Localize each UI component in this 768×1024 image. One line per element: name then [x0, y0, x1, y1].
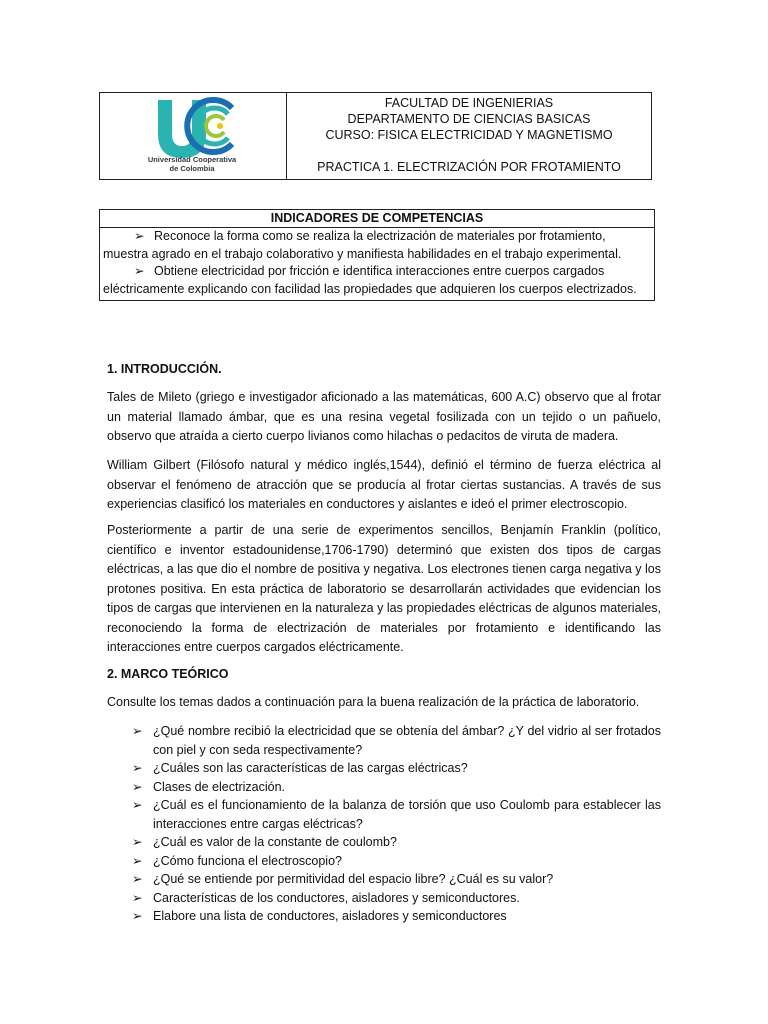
logo-caption	[142, 155, 242, 173]
arrow-bullet-icon: ➢	[132, 835, 143, 849]
competencies-table	[99, 209, 655, 301]
list-item-text: Características de los conductores, aisladores y semiconductores.	[153, 890, 520, 905]
list-item-text: ¿Cuáles son las características de las cargas eléctricas?	[153, 761, 468, 775]
arrow-bullet-icon: ➢	[134, 264, 145, 278]
paragraph: Posteriormente a partir de una serie de experimentos sencillos, Benjamín Franklin (político, científico e inventor estadounidense,1706-1790) determinó que existen dos tipos de cargas eléctricas, a las que dio el nombre de positiva y negativa. Los electrones tienen carga negativa y los protones positiva. En esta práctica de laboratorio se desarrollarán actividades que evidencian los tipos de cargas que intervienen en la naturaleza y las propiedades eléctricas de algunos materiales, reconociendo la forma de electrización de materiales por frotamiento e identificando las interacciones entre cuerpos cargados eléctricamente.	[107, 523, 661, 654]
arrow-bullet-icon: ➢	[132, 890, 143, 905]
theory-list-container	[110, 722, 661, 926]
introduction-section	[107, 360, 661, 378]
arrow-bullet-icon: ➢	[132, 872, 143, 886]
list-item	[110, 852, 661, 871]
competencies-title: INDICADORES DE COMPETENCIAS	[100, 210, 654, 228]
list-item	[110, 722, 661, 759]
list-item	[110, 796, 661, 833]
list-item-text: ¿Cuál es valor de la constante de coulomb?	[153, 835, 397, 849]
arrow-bullet-icon: ➢	[132, 779, 143, 794]
arrow-bullet-icon: ➢	[132, 853, 143, 868]
list-item-text: Clases de electrización.	[153, 779, 286, 794]
arrow-bullet-icon: ➢	[132, 798, 143, 812]
department-title: DEPARTAMENTO DE CIENCIAS BASICAS	[347, 112, 591, 126]
paragraph: Tales de Mileto (griego e investigador aficionado a las matemáticas, 600 A.C) observo que al frotar un material llamado ámbar, que es una resina vegetal fosilizada con un tejido o un pañuelo, observo que atraída a cierto cuerpo livianos como hilachas o pedacitos de viruta de madera.	[107, 390, 661, 443]
list-item	[110, 833, 661, 852]
introduction-heading: 1. INTRODUCCIÓN.	[107, 362, 222, 376]
list-item-text: ¿Qué se entiende por permitividad del espacio libre? ¿Cuál es su valor?	[153, 872, 554, 886]
competency-item	[103, 263, 650, 298]
theory-intro	[107, 693, 661, 713]
competencies-body	[100, 228, 654, 300]
logo-caption-line1: Universidad Cooperativa	[147, 155, 237, 164]
list-item-text: ¿Cuál es el funcionamiento de la balanza de torsión que uso Coulomb para establecer las interacciones entre cargas eléctricas?	[153, 798, 661, 831]
arrow-bullet-icon: ➢	[132, 724, 143, 738]
paragraph: William Gilbert (Filósofo natural y médico inglés,1544), definió el término de fuerza eléctrica al observar el fenómeno de atracción que se producía al frotar ciertas sustancias. A través de sus experiencias clasificó los materiales en conductores y aislantes e ideó el primer electroscopio.	[107, 458, 661, 511]
theory-list	[110, 722, 661, 926]
practice-title: PRACTICA 1. ELECTRIZACIÓN POR FROTAMIENTO	[317, 160, 621, 174]
competency-text: Reconoce la forma como se realiza la electrización de materiales por frotamiento, muestra agrado en el trabajo colaborativo y manifiesta habilidades en el trabajo experimental.	[103, 229, 622, 261]
header-table	[99, 92, 652, 180]
list-item-text: ¿Cómo funciona el electroscopio?	[153, 853, 342, 868]
arrow-bullet-icon: ➢	[132, 909, 143, 923]
theory-section	[107, 665, 661, 683]
list-item-text: Elabore una lista de conductores, aisladores y semiconductores	[153, 909, 507, 923]
intro-paragraph-2	[107, 456, 661, 515]
arrow-bullet-icon: ➢	[132, 761, 143, 775]
competency-text: Obtiene electricidad por fricción e identifica interacciones entre cuerpos cargados eléctricamente explicando con facilidad las propiedades que adquieren los cuerpos electrizados.	[103, 264, 637, 296]
competency-item	[103, 228, 650, 263]
list-item	[110, 870, 661, 889]
logo-cell	[100, 93, 287, 179]
list-item	[110, 889, 661, 908]
list-item	[110, 907, 661, 926]
paragraph: Consulte los temas dados a continuación para la buena realización de la práctica de laboratorio.	[107, 695, 640, 709]
list-item-text: ¿Qué nombre recibió la electricidad que se obtenía del ámbar? ¿Y del vidrio al ser frotados con piel y con seda respectivamente?	[153, 724, 661, 757]
logo-caption-line2: de Colombia	[169, 164, 215, 173]
course-title: CURSO: FISICA ELECTRICIDAD Y MAGNETISMO	[325, 128, 613, 142]
list-item	[110, 778, 661, 797]
arrow-bullet-icon: ➢	[134, 229, 145, 243]
theory-heading: 2. MARCO TEÓRICO	[107, 667, 229, 681]
header-text	[287, 93, 651, 179]
intro-paragraph-1	[107, 388, 661, 447]
faculty-title: FACULTAD DE INGENIERIAS	[384, 96, 554, 110]
list-item	[110, 759, 661, 778]
intro-paragraph-3	[107, 521, 661, 658]
